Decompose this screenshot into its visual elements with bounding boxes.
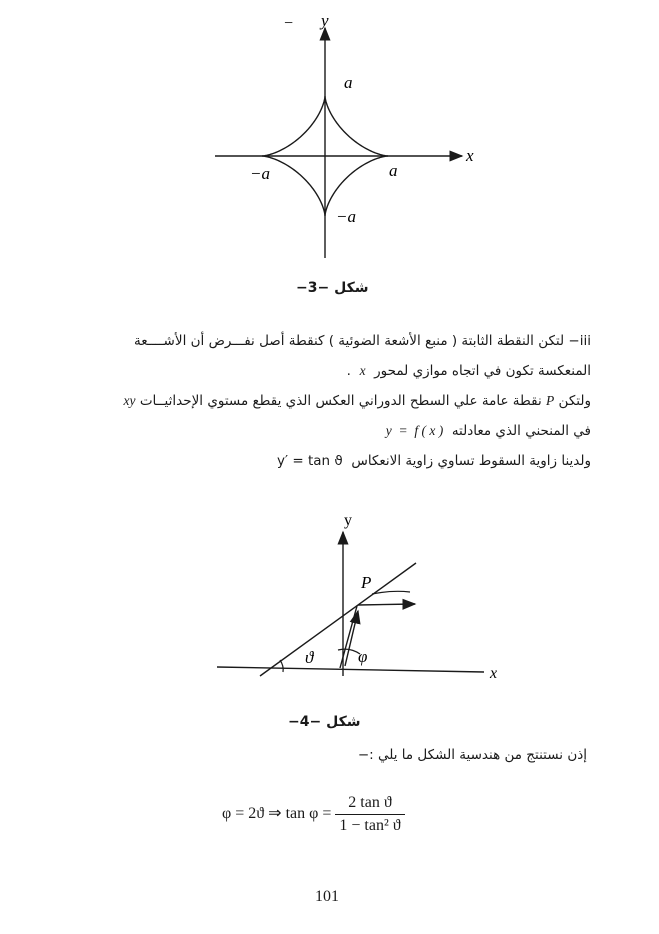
figure-4-caption: شكل −4− <box>288 714 361 730</box>
label-right-a: a <box>389 161 398 180</box>
paragraph-line-4 <box>55 416 591 446</box>
page-number: 101 <box>315 888 339 905</box>
formula-lhs: φ = 2ϑ ⇒ tan φ = <box>222 805 332 823</box>
line5-equation: y′ = tan ϑ <box>277 453 343 469</box>
paragraph <box>55 326 591 476</box>
line2-end: . <box>346 363 351 379</box>
angle-arc-theta <box>280 660 283 672</box>
theta-label: ϑ <box>305 648 314 667</box>
label-top-a: a <box>344 73 353 92</box>
paragraph-line-1: iii− لتكن النقطة الثابتة ( منبع الأشعة الضوئية ) كنقطة أصل نفـــرض أن الأشــــعة <box>133 333 591 349</box>
line3-var-xy: xy <box>123 393 136 408</box>
line3-a: ولتكن <box>558 393 591 409</box>
line4-text: في المنحني الذي معادلته <box>451 423 591 439</box>
formula <box>222 794 405 835</box>
top-dash: − <box>284 15 294 32</box>
line2-var: x <box>359 363 366 378</box>
figure-3-caption: شكل −3− <box>296 280 369 296</box>
fig4-y-label: y <box>344 512 352 529</box>
x-axis-label: x <box>466 146 474 165</box>
formula-denominator: 1 − tan² ϑ <box>339 817 401 834</box>
fig4-x-axis <box>217 667 484 672</box>
phi-label: φ <box>358 647 368 666</box>
line4-equation: y = f ( x ) <box>385 423 444 438</box>
angle-arc-p <box>372 591 410 594</box>
tangent-line <box>260 563 416 676</box>
reflected-ray <box>358 604 415 605</box>
figure-4-reflection <box>212 508 512 690</box>
paragraph-line-3 <box>55 386 591 416</box>
figure-3-astroid <box>200 8 490 270</box>
line3-var-p: P <box>546 393 555 408</box>
conclusion-line: إذن نستنتج من هندسية الشكل ما يلي :− <box>357 747 587 763</box>
formula-numerator: 2 tan ϑ <box>335 794 404 815</box>
label-bottom-a: −a <box>336 207 356 226</box>
fig4-x-label: x <box>490 665 498 682</box>
paragraph-line-5 <box>55 446 591 476</box>
formula-fraction <box>335 794 404 835</box>
y-axis-label: y <box>321 11 329 30</box>
line5-text: ولدينا زاوية السقوط تساوي زاوية الانعكاس <box>351 453 591 469</box>
point-p-label: P <box>361 573 372 592</box>
incident-ray <box>345 611 358 666</box>
label-left-a: −a <box>250 164 270 183</box>
line2-text: المنعكسة تكون في اتجاه موازي لمحور <box>374 363 591 379</box>
paragraph-line-2 <box>55 356 591 386</box>
line3-b: نقطة عامة علي السطح الدوراني العكس الذي يقطع مستوي الإحداثيــات <box>139 393 542 409</box>
